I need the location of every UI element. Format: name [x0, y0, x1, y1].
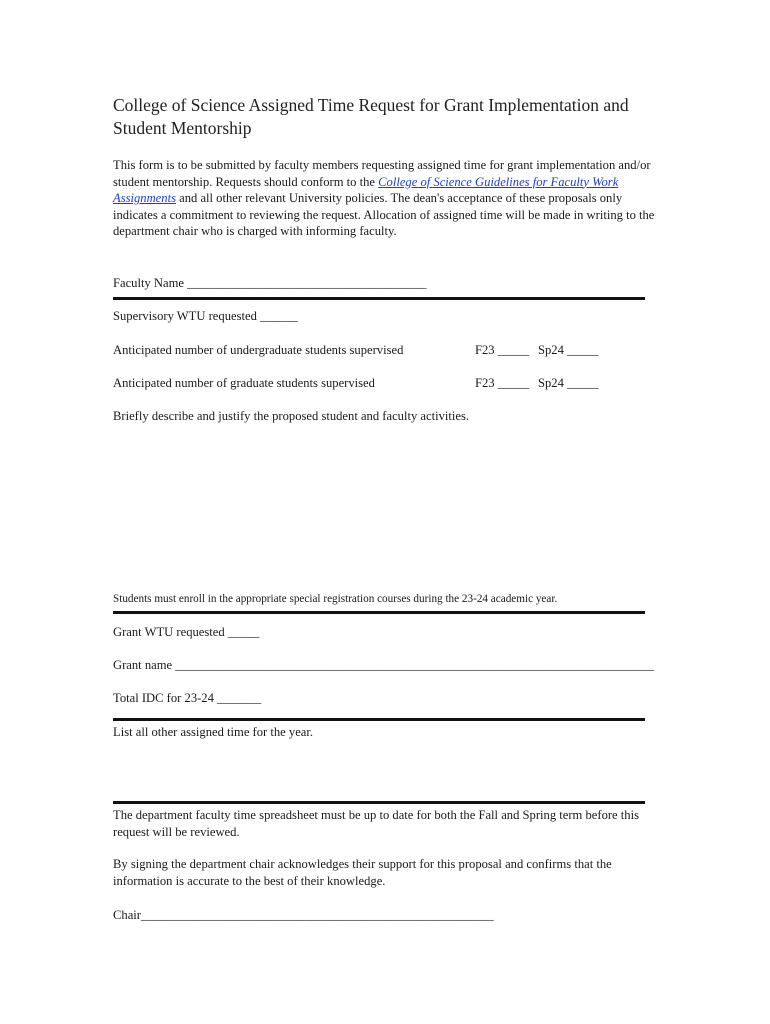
- signing-note: By signing the department chair acknowledges their support for this proposal and confirms that the information is accurate to the best of their knowledge.: [113, 857, 612, 888]
- form-title: College of Science Assigned Time Request for Grant Implementation and Student Mentorship: [113, 95, 629, 138]
- grant-name-field[interactable]: Grant name ____________________________________________________________________________: [113, 658, 654, 672]
- section-divider-4: [113, 801, 645, 804]
- faculty-name-field[interactable]: Faculty Name ______________________________________: [113, 276, 427, 290]
- section-divider-3: [113, 718, 645, 721]
- describe-prompt: Briefly describe and justify the proposed student and faculty activities.: [113, 409, 470, 423]
- undergrad-f23-field[interactable]: F23 _____: [475, 343, 530, 357]
- enroll-note: Students must enroll in the appropriate special registration courses during the 23-24 academic year.: [113, 593, 558, 605]
- other-time-prompt: List all other assigned time for the year.: [113, 725, 314, 739]
- guidelines-link[interactable]: College of Science Guidelines for Faculty Work Assignments: [113, 174, 619, 206]
- grad-label: Anticipated number of graduate students supervised: [113, 376, 375, 390]
- grad-f23-field[interactable]: F23 _____: [475, 376, 530, 390]
- intro-text-after: and all other relevant University policies. The dean's acceptance of these proposals only indicates a commitment to reviewing the request. Allocation of assigned time will be made in writing to the department chair who is charged with informing faculty.: [113, 191, 655, 239]
- grad-sp24-field[interactable]: Sp24 _____: [538, 376, 599, 390]
- undergrad-label: Anticipated number of undergraduate students supervised: [113, 343, 404, 357]
- section-divider-2: [113, 611, 645, 614]
- spreadsheet-note: The department faculty time spreadsheet must be up to date for both the Fall and Spring term before this request will be reviewed.: [113, 808, 639, 839]
- grant-wtu-field[interactable]: Grant WTU requested _____: [113, 625, 260, 639]
- section-divider-1: [113, 297, 645, 300]
- supervisory-wtu-field[interactable]: Supervisory WTU requested ______: [113, 309, 298, 323]
- undergrad-sp24-field[interactable]: Sp24 _____: [538, 343, 599, 357]
- chair-signature-field[interactable]: Chair________________________________________________________: [113, 908, 494, 922]
- intro-text-before: This form is to be submitted by faculty members requesting assigned time for grant implementation and/or student mentorship. Requests should conform to the: [113, 158, 651, 189]
- intro-paragraph: [113, 157, 658, 240]
- total-idc-field[interactable]: Total IDC for 23-24 _______: [113, 691, 262, 705]
